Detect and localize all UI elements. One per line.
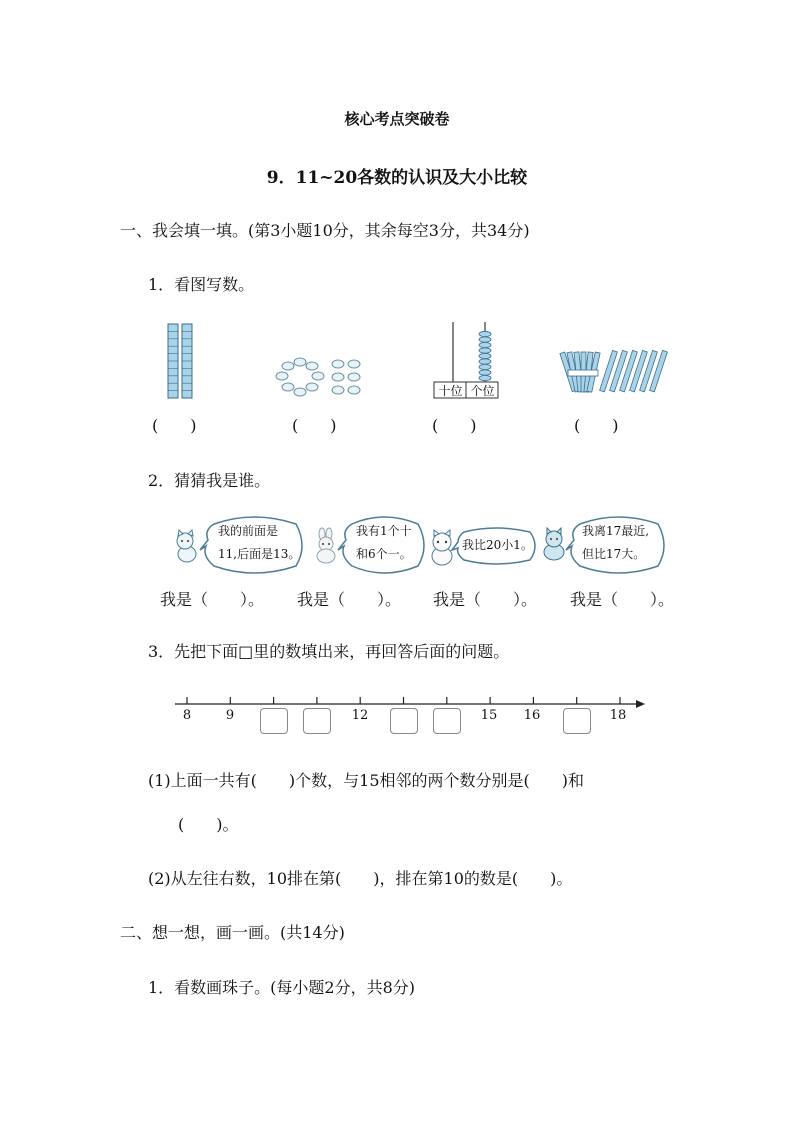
blank-box-14[interactable] (433, 708, 461, 734)
q3-sub1-line2: ( )。 (178, 815, 239, 834)
bubble-4-line-2: 但比17大。 (582, 547, 646, 561)
nl-label-12: 12 (351, 708, 369, 723)
q3-label: 3．先把下面□里的数填出来，再回答后面的问题。 (148, 642, 510, 661)
q3-sub2: (2)从左往右数，10排在第( )，排在第10的数是( )。 (148, 869, 573, 888)
section-2-heading: 二、想一想，画一画。(共14分) (120, 923, 345, 942)
q2-answer-2[interactable]: 我是（ ）。 (297, 590, 402, 609)
blank-box-17[interactable] (563, 708, 591, 734)
rabbit-icon (313, 528, 339, 564)
section-2-q1-label: 1．看数画珠子。(每小题2分，共8分) (148, 978, 416, 997)
page-title: 9．11~20各数的认识及大小比较 (266, 168, 528, 188)
abacus-tens-label: 十位 (438, 384, 463, 398)
abacus-ones-label: 个位 (470, 384, 495, 398)
q1-answer-1[interactable]: ( ) (152, 416, 197, 435)
bubble-1-line-2: 11,后面是13。 (218, 547, 301, 561)
nl-label-8: 8 (182, 708, 192, 723)
q1-answer-4[interactable]: ( ) (574, 416, 619, 435)
nl-label-15: 15 (480, 708, 498, 723)
tens-rods-figure (166, 322, 196, 400)
kitten-icon (172, 530, 202, 564)
q2-label: 2．猜猜我是谁。 (148, 471, 271, 490)
blank-box-13[interactable] (390, 708, 418, 734)
tabby-cat-icon (539, 528, 569, 562)
q2-answer-3[interactable]: 我是（ ）。 (433, 590, 538, 609)
blank-box-11[interactable] (303, 708, 331, 734)
q1-answer-3[interactable]: ( ) (432, 416, 477, 435)
nl-label-16: 16 (523, 708, 541, 723)
q1-label: 1．看图写数。 (148, 275, 255, 294)
bubble-1-line-1: 我的前面是 (218, 524, 279, 538)
bubble-2-line-2: 和6个一。 (356, 547, 412, 561)
bubble-4-line-1: 我离17最近, (582, 524, 650, 538)
q2-answer-4[interactable]: 我是（ ）。 (570, 590, 675, 609)
stick-bundle-figure (560, 346, 666, 398)
bead-ring-figure (276, 356, 368, 398)
nl-label-9: 9 (225, 708, 235, 723)
q2-answer-1[interactable]: 我是（ ）。 (160, 590, 265, 609)
series-title: 核心考点突破卷 (344, 110, 450, 128)
blank-box-10[interactable] (260, 708, 288, 734)
section-1-heading: 一、我会填一填。(第3小题10分，其余每空3分，共34分) (120, 221, 530, 240)
q1-answer-2[interactable]: ( ) (292, 416, 337, 435)
bubble-3-line-1: 我比20小1。 (462, 538, 533, 552)
bubble-2-line-1: 我有1个十 (356, 524, 412, 538)
q3-sub1-line1: (1)上面一共有( )个数，与15相邻的两个数分别是( )和 (148, 771, 584, 790)
nl-label-18: 18 (609, 708, 627, 723)
